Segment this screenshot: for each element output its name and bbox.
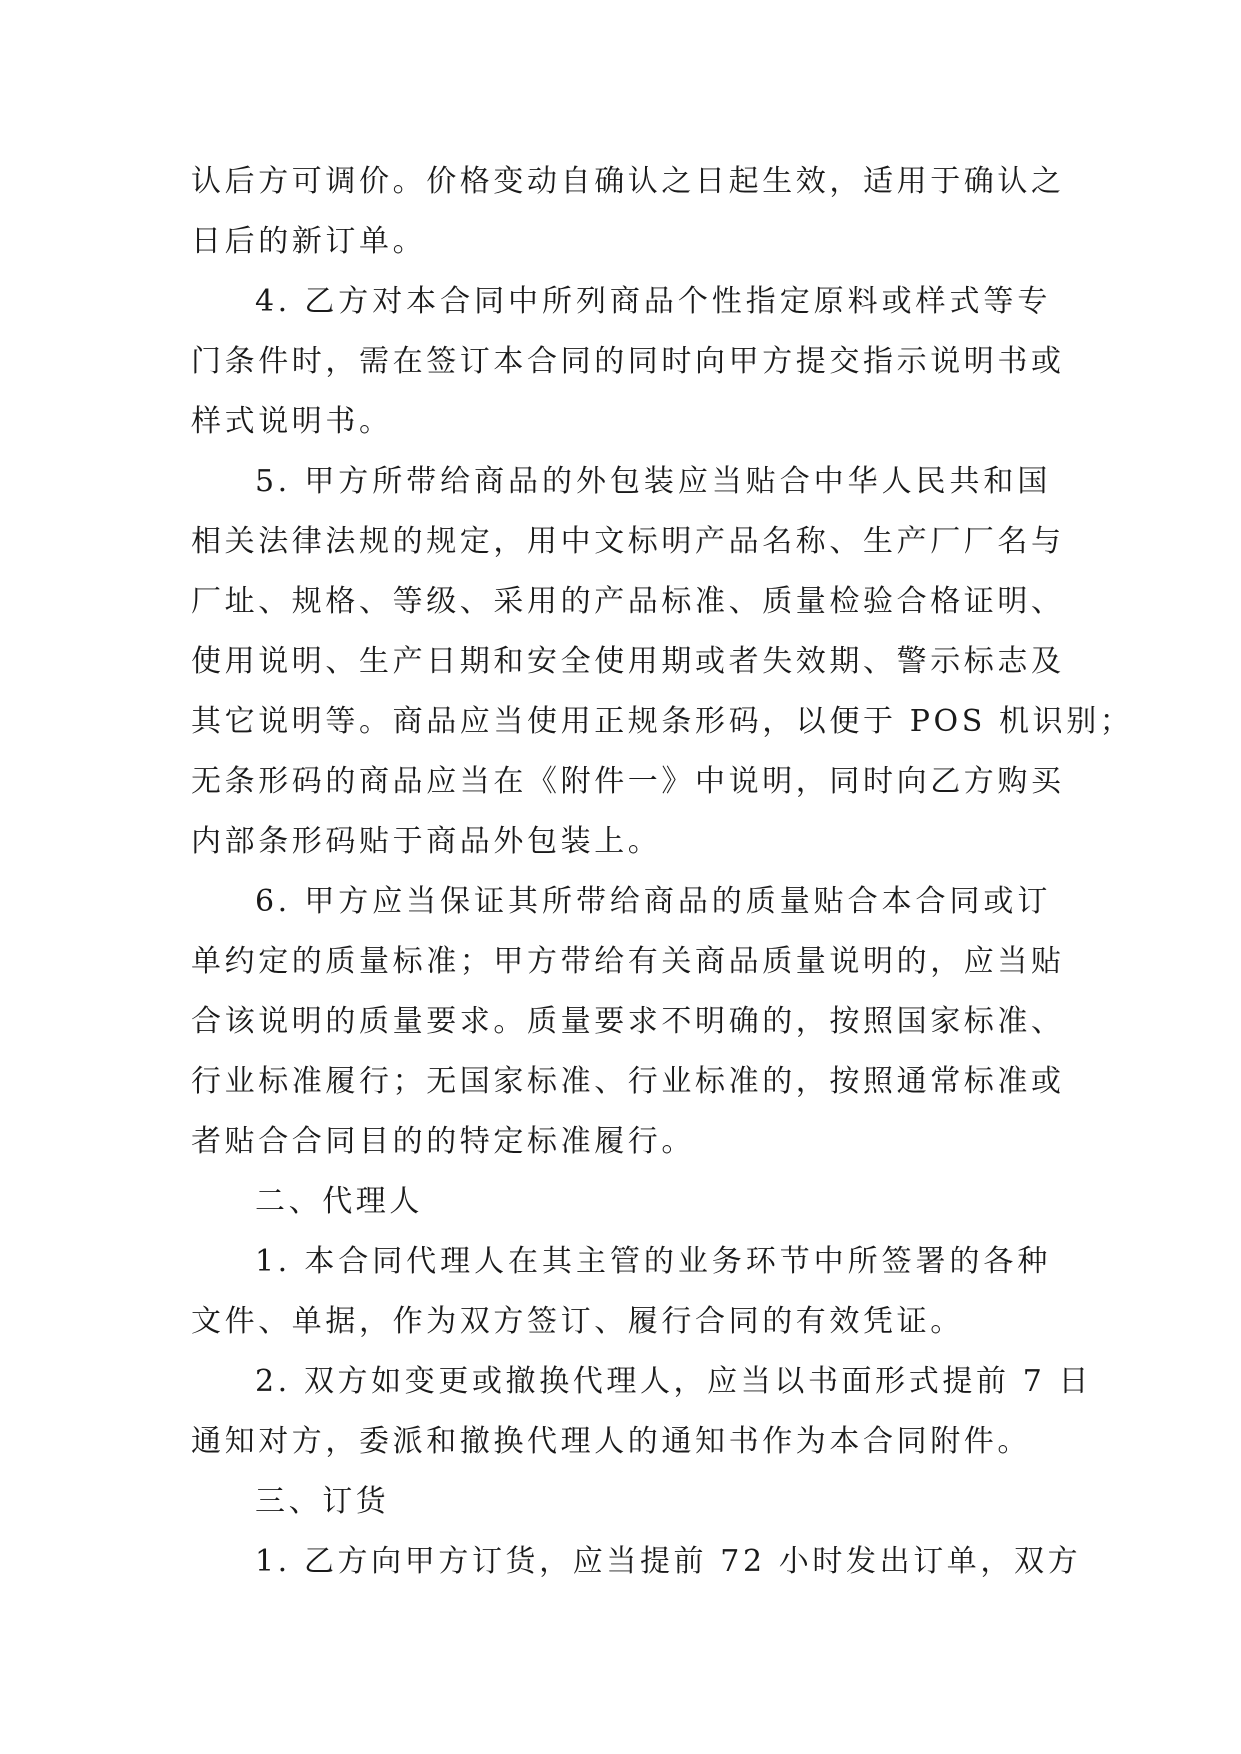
text-line: 样式说明书。 — [191, 404, 393, 439]
text-line: 门条件时，需在签订本合同的同时向甲方提交指示说明书或 — [191, 344, 1065, 379]
text-line: 厂址、规格、等级、采用的产品标准、质量检验合格证明、 — [191, 584, 1065, 619]
text-line: 单约定的质量标准；甲方带给有关商品质量说明的，应当贴 — [191, 944, 1065, 979]
text-line: 三、订货 — [255, 1484, 390, 1519]
text-line: 认后方可调价。价格变动自确认之日起生效，适用于确认之 — [191, 164, 1065, 199]
text-line: 文件、单据，作为双方签订、履行合同的有效凭证。 — [191, 1304, 964, 1339]
text-line: 行业标准履行；无国家标准、行业标准的，按照通常标准或 — [191, 1064, 1065, 1099]
text-line: 6. 甲方应当保证其所带给商品的质量贴合本合同或订 — [255, 884, 1051, 919]
text-line: 1. 本合同代理人在其主管的业务环节中所签署的各种 — [255, 1244, 1051, 1279]
text-line: 内部条形码贴于商品外包装上。 — [191, 824, 662, 859]
text-line: 2. 双方如变更或撤换代理人，应当以书面形式提前 7 日 — [255, 1364, 1093, 1399]
text-line: 相关法律法规的规定，用中文标明产品名称、生产厂厂名与 — [191, 524, 1065, 559]
text-line: 其它说明等。商品应当使用正规条形码，以便于 POS 机识别； — [191, 704, 1134, 739]
text-line: 二、代理人 — [255, 1184, 423, 1219]
text-line: 无条形码的商品应当在《附件一》中说明，同时向乙方购买 — [191, 764, 1065, 799]
text-line: 4. 乙方对本合同中所列商品个性指定原料或样式等专 — [255, 284, 1051, 319]
text-line: 日后的新订单。 — [191, 224, 427, 259]
text-line: 者贴合合同目的的特定标准履行。 — [191, 1124, 695, 1159]
text-line: 通知对方，委派和撤换代理人的通知书作为本合同附件。 — [191, 1424, 1031, 1459]
text-line: 使用说明、生产日期和安全使用期或者失效期、警示标志及 — [191, 644, 1065, 679]
text-line: 5. 甲方所带给商品的外包装应当贴合中华人民共和国 — [255, 464, 1051, 499]
document-body — [191, 152, 1134, 1592]
text-line: 1. 乙方向甲方订货，应当提前 72 小时发出订单，双方 — [255, 1544, 1082, 1579]
text-line: 合该说明的质量要求。质量要求不明确的，按照国家标准、 — [191, 1004, 1065, 1039]
